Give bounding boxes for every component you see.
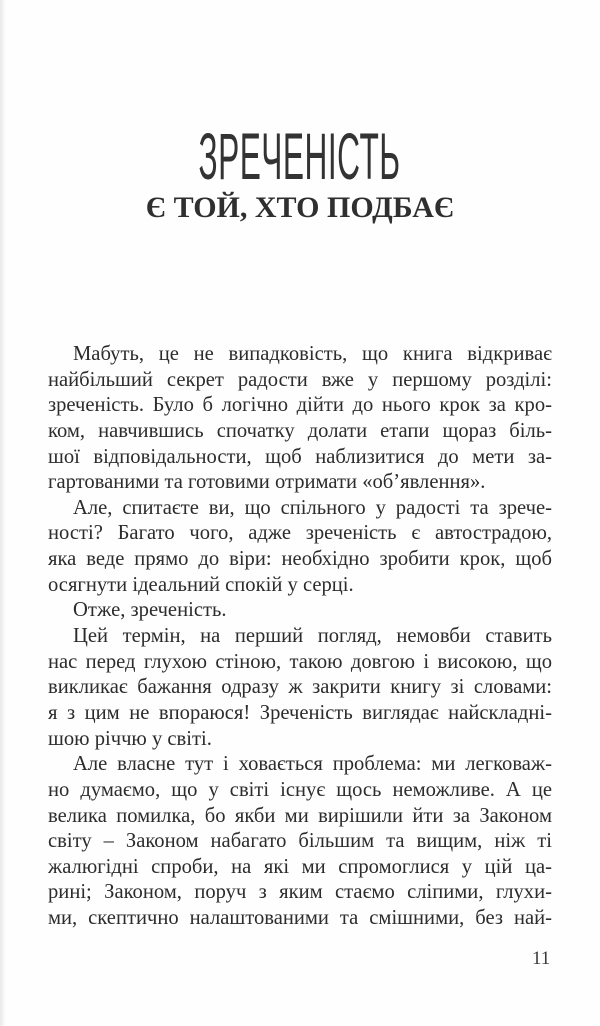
text-line: світу – Законом набагато більшим та вищим, ніж ті: [48, 830, 552, 853]
text-line: Цей термін, на перший погляд, немовби ставить: [73, 625, 552, 648]
text-line: я з цим не впораюся! Зреченість виглядає найскладні-: [48, 701, 552, 724]
text-line: Але власне тут і ховається проблема: ми легковаж-: [73, 753, 552, 776]
text-line: зреченість. Було б логічно дійти до нього крок за кро-: [48, 394, 552, 417]
body-text: [48, 342, 552, 932]
text-line: найбільший секрет радости вже у першому розділі:: [48, 368, 552, 391]
text-line: ності? Багато чого, адже зреченість є автострадою,: [48, 522, 552, 545]
text-line: нас перед глухою стіною, такою довгою і високою, що: [48, 650, 552, 673]
text-line: Але, спитаєте ви, що спільного у радості та зрече-: [73, 496, 552, 519]
text-line: шої відповідальности, щоб наблизитися до мети за-: [48, 445, 552, 468]
text-line: Мабуть, це не випадковість, що книга відкриває: [73, 343, 552, 365]
text-line: жалюгідні спроби, на які ми спромоглися у цій ца-: [48, 855, 552, 878]
text-line: Отже, зреченість.: [73, 599, 227, 622]
text-line: шою річчю у світі.: [48, 727, 212, 750]
text-line: гартованими та готовими отримати «об’явлення».: [48, 471, 486, 494]
text-line: яка веде прямо до віри: необхідно зробити крок, щоб: [48, 548, 552, 571]
chapter-title: [0, 118, 600, 194]
page-number: 11: [532, 948, 551, 969]
text-line: рині; Законом, поруч з яким стаємо сліпими, глухи-: [48, 881, 552, 904]
text-line: велика помилка, бо якби ми вирішили йти за Законом: [48, 804, 552, 827]
text-line: викликає бажання одразу ж закрити книгу зі словами:: [48, 676, 552, 699]
chapter-subtitle: Є ТОЙ, ХТО ПОДБАЄ: [145, 190, 455, 224]
chapter-title-text: ЗРЕЧЕНІСТЬ: [198, 119, 402, 194]
text-line: ком, навчившись спочатку долати етапи щораз біль-: [48, 419, 552, 442]
text-line: ми, скептично налаштованими та смішними, без най-: [48, 907, 552, 930]
text-line: осягнути ідеальний спокій у серці.: [48, 573, 354, 596]
text-line: но думаємо, що у світі існує щось неможливе. А це: [48, 778, 552, 801]
